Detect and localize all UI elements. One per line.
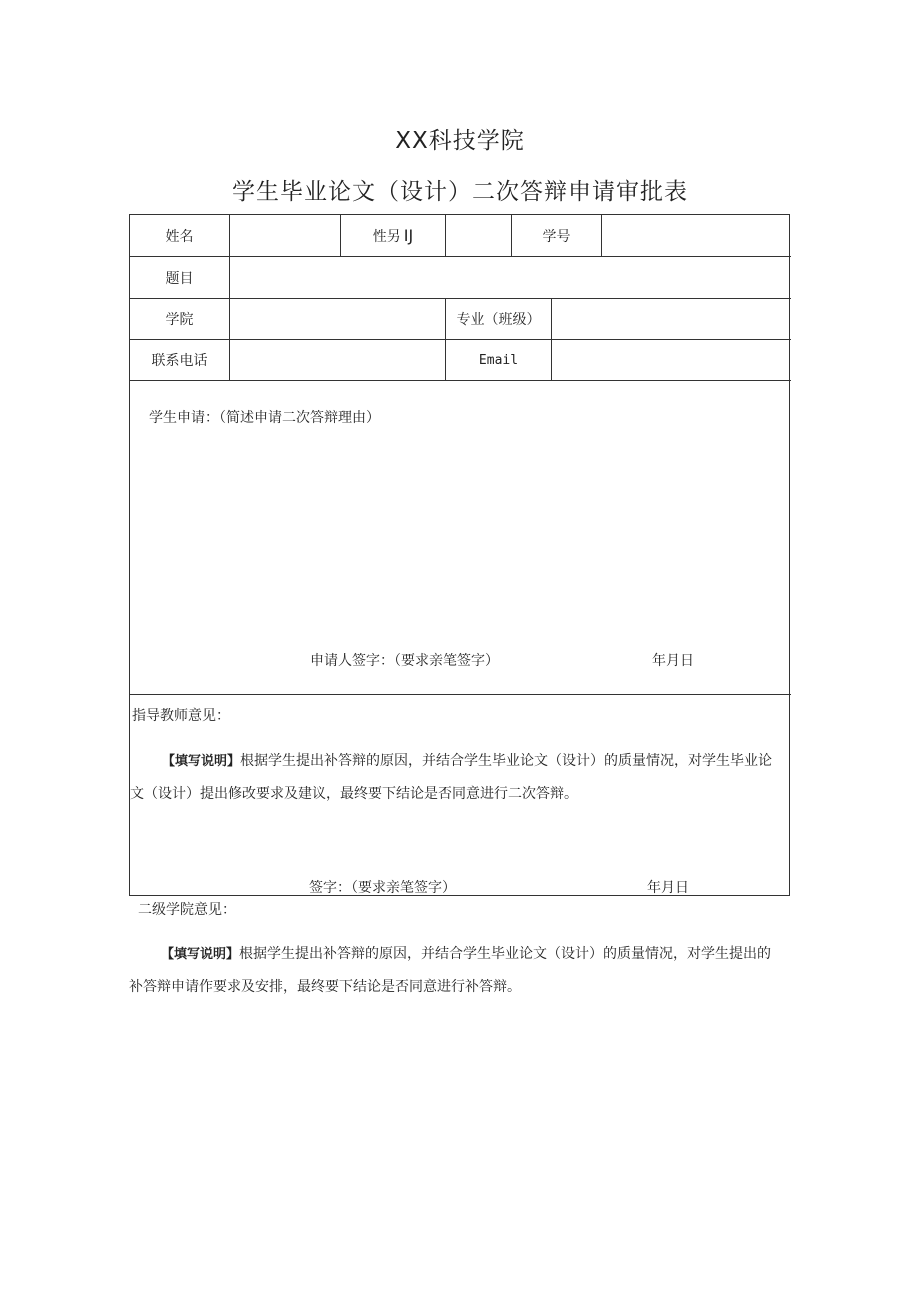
name-label: 姓名: [165, 228, 194, 245]
student-id-field[interactable]: [602, 215, 791, 256]
college-label: 学院: [165, 312, 194, 328]
phone-label: 联系电话: [151, 353, 208, 369]
college-opinion-label: 二级学院意见：: [138, 902, 236, 918]
email-label: Email: [478, 352, 519, 368]
advisor-note-tag: 【填写说明】: [162, 754, 241, 769]
row-divider: [130, 694, 791, 695]
advisor-date-label: 年月日: [647, 880, 689, 896]
approval-form-table: [129, 214, 790, 896]
major-label: 专业（班级）: [456, 312, 541, 328]
student-id-label: 学号: [542, 228, 571, 245]
advisor-instruction: [130, 745, 784, 810]
applicant-date-label: 年月日: [652, 653, 694, 669]
major-field[interactable]: [552, 299, 791, 339]
gender-label-text: 性另: [372, 228, 401, 245]
gender-label: [341, 215, 445, 256]
gender-label-mark: IJ: [403, 226, 414, 245]
institution-title: XX科技学院: [395, 128, 525, 154]
college-note-text: 根据学生提出补答辩的原因，并结合学生毕业论文（设计）的质量情况，对学生提出的补答辩申请作要求及安排，最终要下结论是否同意进行补答辩。: [129, 946, 772, 995]
advisor-note-text: 根据学生提出补答辩的原因，并结合学生毕业论文（设计）的质量情况，对学生毕业论文（设计）提出修改要求及建议，最终要下结论是否同意进行二次答辩。: [130, 753, 773, 802]
email-field[interactable]: [552, 340, 791, 380]
topic-field[interactable]: [230, 257, 791, 298]
applicant-signature-label: 申请人签字：（要求亲笔签字）: [310, 653, 499, 669]
college-instruction: [129, 938, 783, 1003]
topic-label: 题目: [165, 270, 194, 287]
student-application-label: 学生申请：（简述申请二次答辩理由）: [149, 410, 380, 426]
form-title: 学生毕业论文（设计）二次答辩申请审批表: [232, 179, 688, 205]
advisor-signature-label: 签字：（要求亲笔签字）: [309, 880, 456, 896]
gender-field[interactable]: [446, 215, 511, 256]
college-note-tag: 【填写说明】: [161, 947, 240, 962]
advisor-opinion-label: 指导教师意见：: [132, 708, 230, 724]
phone-field[interactable]: [230, 340, 445, 380]
name-field[interactable]: [230, 215, 340, 256]
college-field[interactable]: [230, 299, 445, 339]
